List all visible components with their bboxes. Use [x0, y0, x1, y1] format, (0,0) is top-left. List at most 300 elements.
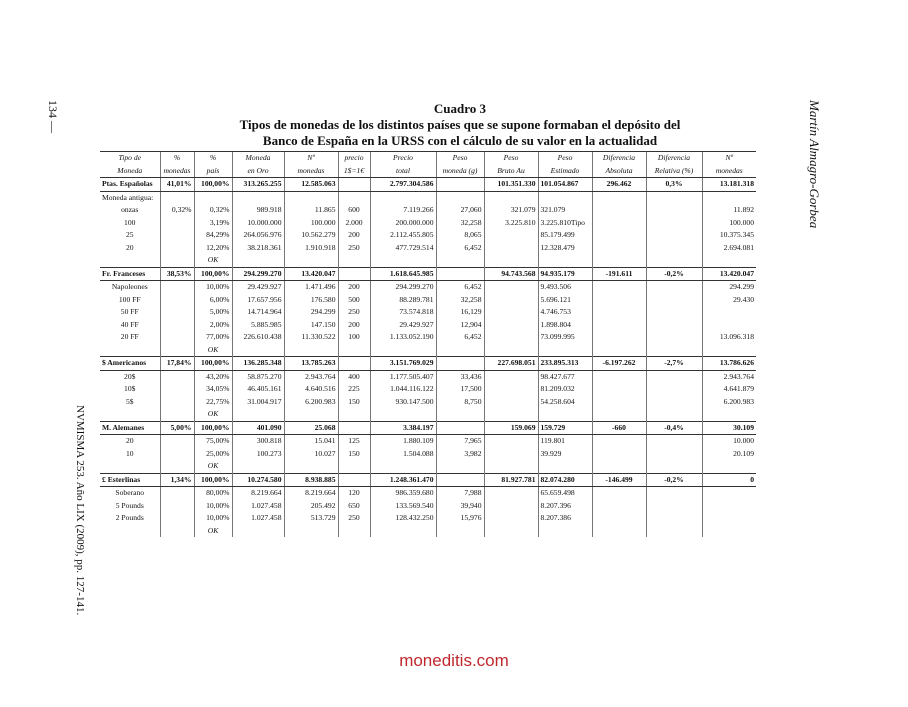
table-cell	[338, 408, 370, 421]
header-cell: Estimado	[538, 165, 592, 178]
table-cell	[592, 191, 646, 204]
table-cell	[702, 525, 756, 538]
table-cell	[436, 421, 484, 435]
row-label-cell: Soberano	[115, 488, 145, 497]
table-cell	[538, 460, 592, 473]
table-cell	[538, 525, 592, 538]
table-cell: 16,129	[436, 306, 484, 319]
table-cell: 296.462	[592, 178, 646, 192]
table-cell	[702, 460, 756, 473]
table-cell: 930.147.500	[370, 396, 436, 409]
table-cell	[646, 435, 702, 448]
table-cell	[484, 525, 538, 538]
table-cell: 250	[338, 306, 370, 319]
table-cell	[592, 281, 646, 294]
table-cell	[370, 254, 436, 267]
table-cell: 31.004.917	[232, 396, 284, 409]
table-cell	[646, 448, 702, 461]
table-row	[100, 435, 756, 448]
table-cell	[646, 408, 702, 421]
table-cell	[232, 408, 284, 421]
table-cell: OK	[194, 254, 232, 267]
row-label-cell: 40 FF	[120, 319, 139, 329]
table-cell: 82.074.280	[538, 473, 592, 487]
table-cell	[484, 487, 538, 500]
table-cell: OK	[194, 408, 232, 421]
table-cell: 25,00%	[194, 448, 232, 461]
table-cell: 294.299	[284, 306, 338, 319]
table-cell	[646, 191, 702, 204]
table-cell	[484, 319, 538, 332]
table-cell: 6,452	[436, 242, 484, 255]
row-label-cell: Ptas. Españolas	[100, 178, 160, 192]
header-cell: Diferencia	[592, 152, 646, 165]
table-cell	[436, 460, 484, 473]
table-cell: 513.729	[284, 512, 338, 525]
table-cell: 65.659.498	[538, 487, 592, 500]
table-cell: 8.207.396	[538, 500, 592, 513]
table-cell: 159.729	[538, 421, 592, 435]
table-header	[100, 152, 756, 178]
table-cell: 1,34%	[160, 473, 194, 487]
table-cell	[284, 525, 338, 538]
table-cell: 8.219.664	[284, 487, 338, 500]
table-cell: 15,976	[436, 512, 484, 525]
header-cell: Moneda	[100, 165, 160, 178]
table-cell	[702, 408, 756, 421]
table-cell	[338, 473, 370, 487]
table-cell	[160, 370, 194, 383]
side-author: Martín Almagro-Gorbea	[807, 100, 822, 229]
row-label-cell: onzas	[121, 205, 139, 214]
row-label-cell: Moneda antigua:	[102, 192, 154, 202]
table-cell	[160, 525, 194, 538]
table-cell: 13.785.263	[284, 357, 338, 371]
header-cell: Bruto Au	[484, 165, 538, 178]
table-cell	[592, 254, 646, 267]
table-cell: 205.492	[284, 500, 338, 513]
table-cell: 12.328.479	[538, 242, 592, 255]
table-cell	[338, 525, 370, 538]
table-cell: 81.927.781	[484, 473, 538, 487]
header-cell: Nº	[284, 152, 338, 165]
table-cell: 38.218.361	[232, 242, 284, 255]
row-label-cell: M. Alemanes	[100, 421, 160, 435]
table-cell	[232, 191, 284, 204]
table-cell	[484, 254, 538, 267]
table-cell: 1.504.088	[370, 448, 436, 461]
table-cell: 32,258	[436, 217, 484, 230]
table-cell	[484, 294, 538, 307]
table-cell: -146.499	[592, 473, 646, 487]
header-cell: %	[194, 152, 232, 165]
table-cell: 6,00%	[194, 294, 232, 307]
table-cell: 100,00%	[194, 267, 232, 281]
table-cell	[436, 267, 484, 281]
table-cell	[538, 344, 592, 357]
table-cell: 10.274.580	[232, 473, 284, 487]
table-cell: 5.885.985	[232, 319, 284, 332]
table-cell: 12,20%	[194, 242, 232, 255]
table-cell: 34,05%	[194, 383, 232, 396]
table-cell: 32,258	[436, 294, 484, 307]
table-cell: 264.056.976	[232, 229, 284, 242]
table-cell: 10.027	[284, 448, 338, 461]
group-row	[100, 473, 756, 487]
table-cell: 33,436	[436, 370, 484, 383]
table-cell: 600	[338, 204, 370, 217]
table-cell: -2,7%	[646, 357, 702, 371]
table-cell: 77,00%	[194, 331, 232, 344]
table-cell	[592, 294, 646, 307]
header-cell: Nº	[702, 152, 756, 165]
table-cell	[160, 229, 194, 242]
table-cell: 10,00%	[194, 281, 232, 294]
table-cell: -0,4%	[646, 421, 702, 435]
table-cell: 100.000	[702, 217, 756, 230]
table-cell: 136.285.348	[232, 357, 284, 371]
header-cell: 1$=1€	[338, 165, 370, 178]
table-cell: 29.429.927	[370, 319, 436, 332]
table-cell	[194, 191, 232, 204]
table-row	[100, 319, 756, 332]
table-cell	[484, 242, 538, 255]
header-cell: Tipo de	[100, 152, 160, 165]
table-cell: 38,53%	[160, 267, 194, 281]
table-cell	[484, 383, 538, 396]
table-cell: 226.610.438	[232, 331, 284, 344]
header-cell: Moneda	[232, 152, 284, 165]
table-cell: 8.938.885	[284, 473, 338, 487]
table-cell	[160, 344, 194, 357]
table-cell	[646, 204, 702, 217]
table-cell	[338, 421, 370, 435]
title-line-1: Cuadro 3	[433, 101, 487, 116]
row-label-cell: 10$	[124, 384, 136, 393]
table-cell: 3,982	[436, 448, 484, 461]
group-row	[100, 267, 756, 281]
table-cell	[646, 331, 702, 344]
table-cell: 100,00%	[194, 473, 232, 487]
table-row	[100, 191, 756, 204]
table-cell	[592, 525, 646, 538]
header-cell: precio	[338, 152, 370, 165]
table-cell: 94.743.568	[484, 267, 538, 281]
table-cell	[592, 319, 646, 332]
table-row	[100, 306, 756, 319]
table-cell	[284, 408, 338, 421]
group-row	[100, 357, 756, 371]
row-label-cell: 100	[124, 217, 136, 227]
row-label-cell: 20 FF	[120, 332, 139, 341]
table-cell: 1.027.458	[232, 500, 284, 513]
header-cell: Diferencia	[646, 152, 702, 165]
table-cell	[484, 512, 538, 525]
table-cell	[592, 242, 646, 255]
table-row	[100, 396, 756, 409]
table-cell	[436, 254, 484, 267]
table-cell	[646, 242, 702, 255]
table-row	[100, 217, 756, 230]
table-cell: 80,00%	[194, 487, 232, 500]
table-cell	[370, 191, 436, 204]
table-title	[140, 101, 780, 149]
table-cell	[484, 396, 538, 409]
header-cell: %	[160, 152, 194, 165]
table-row	[100, 242, 756, 255]
table-cell: 39.929	[538, 448, 592, 461]
table-cell: 3.384.197	[370, 421, 436, 435]
table-cell	[484, 331, 538, 344]
table-cell: 2,00%	[194, 319, 232, 332]
table-cell: 650	[338, 500, 370, 513]
table-cell	[646, 306, 702, 319]
table-cell: 1.133.052.190	[370, 331, 436, 344]
table-cell	[436, 473, 484, 487]
table-cell	[592, 204, 646, 217]
table-cell: 6,452	[436, 281, 484, 294]
group-row	[100, 421, 756, 435]
table-cell: 8,750	[436, 396, 484, 409]
header-cell: moneda (g)	[436, 165, 484, 178]
table-cell: OK	[194, 460, 232, 473]
table-cell	[592, 383, 646, 396]
table-cell	[646, 487, 702, 500]
table-cell: 100.000	[284, 217, 338, 230]
table-cell: 58.875.270	[232, 370, 284, 383]
table-cell: 13.096.318	[702, 331, 756, 344]
table-cell: -660	[592, 421, 646, 435]
watermark: moneditis.com	[399, 651, 509, 670]
table-cell: 8,065	[436, 229, 484, 242]
table-cell	[702, 254, 756, 267]
table-cell: 321.079	[538, 204, 592, 217]
table-cell: 150	[338, 396, 370, 409]
table-cell: 150	[338, 448, 370, 461]
table-cell	[592, 435, 646, 448]
table-cell	[338, 267, 370, 281]
table-cell	[592, 370, 646, 383]
table-row	[100, 487, 756, 500]
table-cell	[338, 460, 370, 473]
table-cell: 20.109	[702, 448, 756, 461]
table-cell	[646, 344, 702, 357]
table-cell: 5.696.121	[538, 294, 592, 307]
table-cell: 10.000.000	[232, 217, 284, 230]
table-cell: OK	[194, 344, 232, 357]
table-cell	[538, 254, 592, 267]
table-cell	[436, 191, 484, 204]
table-cell: 1.898.804	[538, 319, 592, 332]
table-cell	[484, 448, 538, 461]
table-cell: 100	[338, 331, 370, 344]
table-cell: 128.432.250	[370, 512, 436, 525]
header-cell: Peso	[484, 152, 538, 165]
table-cell: 1.618.645.985	[370, 267, 436, 281]
table-cell	[646, 294, 702, 307]
table-cell	[484, 370, 538, 383]
table-cell	[370, 460, 436, 473]
table-cell: 986.359.680	[370, 487, 436, 500]
table-cell: 0,3%	[646, 178, 702, 192]
table-cell: 225	[338, 383, 370, 396]
table-cell: 12,904	[436, 319, 484, 332]
table-row	[100, 370, 756, 383]
table-cell	[702, 306, 756, 319]
table-cell	[646, 383, 702, 396]
table-cell	[484, 408, 538, 421]
table-cell	[646, 254, 702, 267]
table-cell: 2.943.764	[284, 370, 338, 383]
table-cell: 7.119.266	[370, 204, 436, 217]
table-cell: 119.801	[538, 435, 592, 448]
table-cell: 5,00%	[194, 306, 232, 319]
table-cell: 477.729.514	[370, 242, 436, 255]
table-cell: 989.918	[232, 204, 284, 217]
table-cell: 13.181.318	[702, 178, 756, 192]
table-row	[100, 500, 756, 513]
table-cell	[160, 217, 194, 230]
table-cell	[484, 460, 538, 473]
row-label-cell: 50 FF	[120, 307, 139, 316]
table-cell: 39,940	[436, 500, 484, 513]
table-cell: 250	[338, 242, 370, 255]
table-cell: 5,00%	[160, 421, 194, 435]
table-cell	[646, 525, 702, 538]
table-cell: 1.177.505.407	[370, 370, 436, 383]
table-cell	[284, 344, 338, 357]
table-cell: 98.427.677	[538, 370, 592, 383]
table-cell	[484, 281, 538, 294]
table-cell: 1.880.109	[370, 435, 436, 448]
table-cell	[436, 408, 484, 421]
table-cell: 29.430	[702, 294, 756, 307]
table-cell: 41,01%	[160, 178, 194, 192]
table-row	[100, 448, 756, 461]
table-cell	[160, 435, 194, 448]
table-cell	[592, 500, 646, 513]
table-cell: 3.151.769.029	[370, 357, 436, 371]
row-label-cell: Napoleones	[111, 282, 148, 291]
table-cell	[484, 435, 538, 448]
header-cell: monedas	[702, 165, 756, 178]
table-cell	[160, 460, 194, 473]
table-cell: 0,32%	[160, 204, 194, 217]
title-line-2: Tipos de monedas de los distintos países que se supone formaban el depósito del	[239, 117, 681, 132]
table-cell	[646, 512, 702, 525]
table-cell: 100,00%	[194, 178, 232, 192]
table-cell: 101.351.330	[484, 178, 538, 192]
table-cell: 200	[338, 281, 370, 294]
table-cell	[284, 254, 338, 267]
header-cell: Peso	[538, 152, 592, 165]
table-cell	[592, 512, 646, 525]
table-cell: -0,2%	[646, 473, 702, 487]
coin-table	[100, 151, 756, 537]
table-cell	[284, 191, 338, 204]
table-cell	[232, 460, 284, 473]
table-cell: 6.200.983	[702, 396, 756, 409]
table-cell: 13.420.047	[702, 267, 756, 281]
table-cell: 233.895.313	[538, 357, 592, 371]
table-cell: 73.574.818	[370, 306, 436, 319]
table-cell	[338, 191, 370, 204]
table-cell: 13.420.047	[284, 267, 338, 281]
table-cell: 1.248.361.470	[370, 473, 436, 487]
table-cell: 125	[338, 435, 370, 448]
ok-row	[100, 344, 756, 357]
header-row-1	[100, 152, 756, 165]
table-cell: 46.405.161	[232, 383, 284, 396]
table-cell: 313.265.255	[232, 178, 284, 192]
table-cell: 101.054.867	[538, 178, 592, 192]
table-cell: 400	[338, 370, 370, 383]
table-cell: 8.207.386	[538, 512, 592, 525]
table-cell: 13.786.626	[702, 357, 756, 371]
table-cell	[160, 294, 194, 307]
table-cell	[284, 460, 338, 473]
table-cell: 43,20%	[194, 370, 232, 383]
table-cell: 2.943.764	[702, 370, 756, 383]
table-cell: 1.044.116.122	[370, 383, 436, 396]
table-cell	[646, 370, 702, 383]
table-row	[100, 204, 756, 217]
header-cell: país	[194, 165, 232, 178]
table-cell	[160, 448, 194, 461]
row-label-cell: 5$	[125, 396, 134, 406]
table-cell	[232, 525, 284, 538]
table-cell	[484, 229, 538, 242]
table-cell	[592, 396, 646, 409]
header-cell: Relativa (%)	[646, 165, 702, 178]
table-cell: 321.079	[484, 204, 538, 217]
table-cell	[338, 344, 370, 357]
table-cell	[484, 500, 538, 513]
table-row	[100, 294, 756, 307]
table-cell	[160, 254, 194, 267]
table-cell: 10,00%	[194, 500, 232, 513]
table-cell: 25.068	[284, 421, 338, 435]
table-cell	[702, 191, 756, 204]
table-cell	[592, 487, 646, 500]
table-cell: 22,75%	[194, 396, 232, 409]
table-cell: 75,00%	[194, 435, 232, 448]
row-label-cell: 25	[125, 230, 134, 239]
table-cell: 94.935.179	[538, 267, 592, 281]
table-cell: -6.197.262	[592, 357, 646, 371]
table-cell	[370, 408, 436, 421]
table-cell	[538, 191, 592, 204]
table-cell: 294.299	[702, 281, 756, 294]
table-row	[100, 331, 756, 344]
table-cell	[160, 487, 194, 500]
row-label-cell	[100, 254, 160, 267]
table-cell	[592, 448, 646, 461]
table-cell	[484, 306, 538, 319]
table-cell: 0,32%	[194, 204, 232, 217]
header-row-2	[100, 165, 756, 178]
table-cell	[592, 331, 646, 344]
table-cell	[646, 500, 702, 513]
table-cell: 88.289.781	[370, 294, 436, 307]
table-cell: 27,060	[436, 204, 484, 217]
table-cell	[436, 525, 484, 538]
ok-row	[100, 525, 756, 538]
header-cell: Peso	[436, 152, 484, 165]
table-cell: 6.200.983	[284, 396, 338, 409]
row-label-cell: 20	[125, 436, 134, 445]
table-cell: 7,988	[436, 487, 484, 500]
